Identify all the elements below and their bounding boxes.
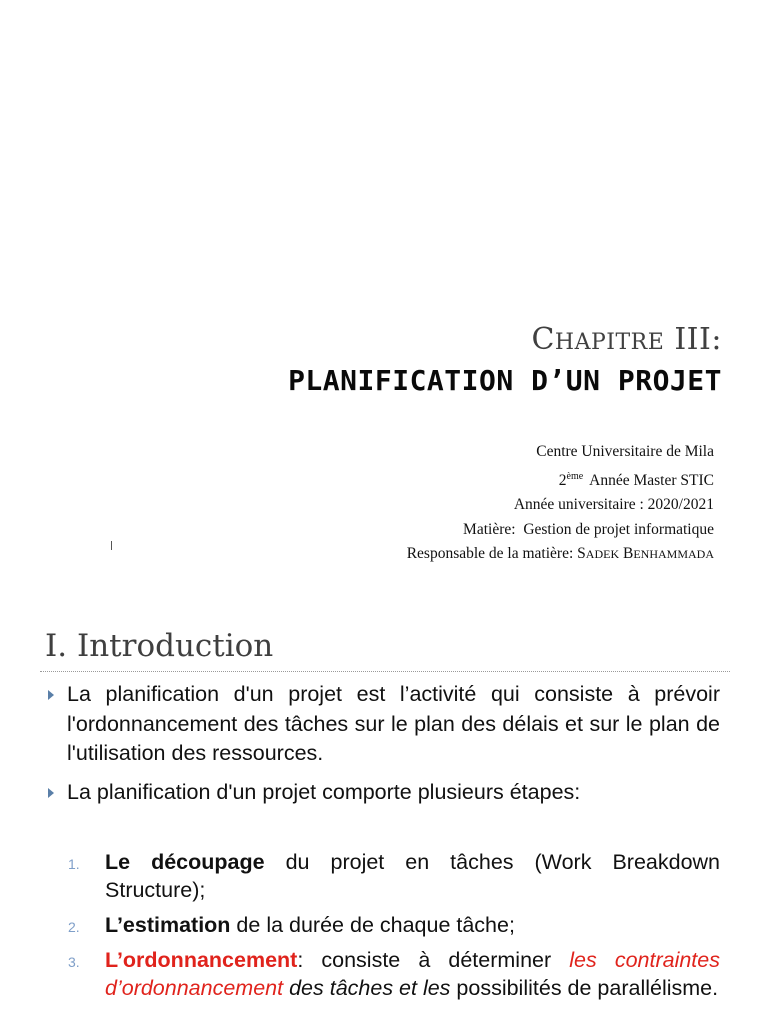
responsible-last-initial: B <box>622 545 634 562</box>
bullet-text: La planification d'un projet comporte plusieurs étapes: <box>67 779 581 804</box>
bullet-item <box>48 778 720 808</box>
triangle-bullet-icon <box>48 690 54 700</box>
step-text <box>105 946 720 1002</box>
step-text <box>105 848 720 904</box>
responsible-last-rest: ENHAMMADA <box>633 547 714 561</box>
chapter-number: III: <box>674 322 722 357</box>
numbered-steps <box>68 848 720 1009</box>
responsible-first-initial: S <box>577 545 586 562</box>
year-superscript: ème <box>566 470 584 482</box>
step-item <box>68 848 720 904</box>
step-description-end: possibilités de parallélisme. <box>450 976 719 1000</box>
program-name: Année Master STIC <box>589 471 714 489</box>
step-item <box>68 911 720 939</box>
step-item <box>68 946 720 1002</box>
step-term: L’ordonnancement <box>105 948 298 972</box>
bullet-text: La planification d'un projet est l’activité qui consiste à prévoir l'ordonnancement des tâches sur le plan des délais et sur le plan de l'utilisation des ressources. <box>67 682 720 765</box>
year-number: 2 <box>558 471 567 489</box>
subject-name: Gestion de projet informatique <box>523 520 714 538</box>
chapter-title: PLANIFICATION D’UN PROJET <box>288 364 722 397</box>
subject-label: Matière: <box>463 520 516 538</box>
chapter-prefix-initial: C <box>531 322 555 357</box>
chapter-label <box>531 322 722 357</box>
step-term: Le découpage <box>105 850 265 874</box>
step-number: 1. <box>68 856 80 872</box>
course-info <box>407 440 714 567</box>
heading-divider <box>40 671 730 672</box>
step-italic-text: des tâches et les <box>283 976 451 1000</box>
step-description: du projet en tâches (Work Breakdown Structure); <box>105 850 721 902</box>
step-term: L’estimation <box>105 913 231 937</box>
bullet-list <box>48 680 720 816</box>
institution: Centre Universitaire de Mila <box>536 443 714 460</box>
responsible-line <box>407 542 714 567</box>
subject-line <box>407 518 714 543</box>
step-number: 2. <box>68 919 80 935</box>
responsible-label: Responsable de la matière: <box>406 545 574 562</box>
academic-year: Année universitaire : 2020/2021 <box>513 496 714 513</box>
step-number: 3. <box>68 954 80 970</box>
step-highlight: les contraintes d’ordonnancement <box>105 948 720 1000</box>
section-heading: I. Introduction <box>45 628 274 664</box>
responsible-first-rest: ADEK <box>585 547 620 561</box>
chapter-prefix-rest: HAPITRE <box>554 330 665 355</box>
step-description: de la durée de chaque tâche; <box>230 913 515 937</box>
step-text <box>105 911 720 939</box>
slide-divider-mark <box>111 541 112 550</box>
triangle-bullet-icon <box>48 788 54 798</box>
step-description: : consiste à déterminer <box>297 948 570 972</box>
program-line <box>407 465 714 494</box>
bullet-item <box>48 680 720 769</box>
